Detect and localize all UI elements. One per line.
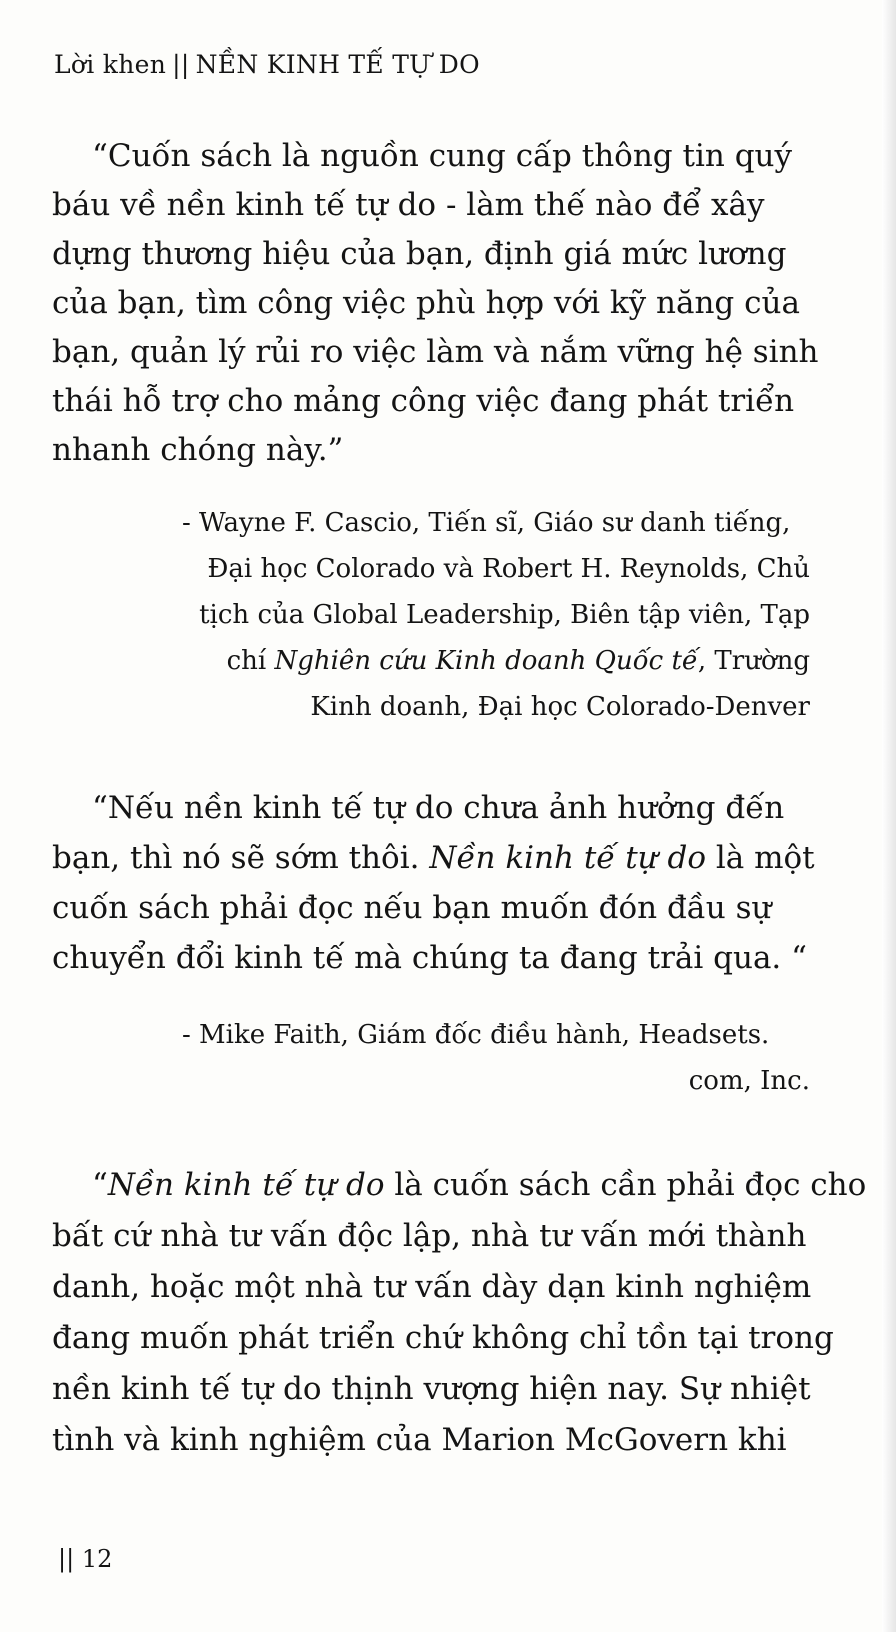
attribution-line xyxy=(170,638,810,684)
quote-text: “ xyxy=(92,1167,108,1203)
attribution-line: - Wayne F. Cascio, Tiến sĩ, Giáo sư danh tiếng, xyxy=(182,508,791,538)
quote-text: là một xyxy=(706,840,815,876)
attribution-line: Kinh doanh, Đại học Colorado-Denver xyxy=(310,692,810,722)
quote-2-attribution xyxy=(170,1012,810,1104)
page-edge xyxy=(882,0,896,1632)
quote-3-line xyxy=(52,1160,867,1211)
running-head-section: Lời khen xyxy=(54,50,167,79)
quote-1-attribution xyxy=(170,500,810,730)
attribution-line: com, Inc. xyxy=(688,1066,810,1096)
book-title-italic: Nền kinh tế tự do xyxy=(429,840,706,876)
quote-1-line: bạn, quản lý rủi ro việc làm và nắm vững hệ sinh xyxy=(52,334,819,370)
quote-3 xyxy=(52,1160,867,1466)
quote-3-line: bất cứ nhà tư vấn độc lập, nhà tư vấn mới thành xyxy=(52,1218,807,1254)
quote-1-line: thái hỗ trợ cho mảng công việc đang phát triển xyxy=(52,383,795,419)
quote-3-line: tình và kinh nghiệm của Marion McGovern khi xyxy=(52,1422,787,1458)
quote-1-line: nhanh chóng này.” xyxy=(52,432,344,468)
attribution-line: Đại học Colorado và Robert H. Reynolds, Chủ xyxy=(207,554,810,584)
quote-2-line xyxy=(52,833,815,883)
quote-1-line: dựng thương hiệu của bạn, định giá mức lương xyxy=(52,236,787,272)
book-title-italic: Nền kinh tế tự do xyxy=(107,1167,385,1203)
quote-text: là cuốn sách cần phải đọc cho xyxy=(384,1167,867,1203)
quote-1 xyxy=(52,132,819,475)
attribution-line: tịch của Global Leadership, Biên tập viên, Tạp xyxy=(199,600,810,630)
journal-title: Nghiên cứu Kinh doanh Quốc tế xyxy=(274,646,698,676)
quote-1-line: của bạn, tìm công việc phù hợp với kỹ năng của xyxy=(52,285,800,321)
quote-3-line: đang muốn phát triển chứ không chỉ tồn tại trong xyxy=(52,1320,834,1356)
page-number: 12 xyxy=(81,1545,113,1573)
running-head-separator: || xyxy=(172,50,190,79)
page-folio xyxy=(58,1545,112,1573)
quote-1-line: báu về nền kinh tế tự do - làm thế nào để xây xyxy=(52,187,765,223)
folio-separator: || xyxy=(58,1545,75,1573)
running-head xyxy=(54,50,480,79)
running-head-book-title: NỀN KINH TẾ TỰ DO xyxy=(195,50,480,79)
quote-2-line: “Nếu nền kinh tế tự do chưa ảnh hưởng đến xyxy=(92,790,785,826)
quote-2-line: chuyển đổi kinh tế mà chúng ta đang trải qua. “ xyxy=(52,940,807,976)
quote-text: bạn, thì nó sẽ sớm thôi. xyxy=(52,840,430,876)
quote-2-line: cuốn sách phải đọc nếu bạn muốn đón đầu sự xyxy=(52,890,772,926)
attribution-text: chí xyxy=(226,646,275,676)
attribution-text: , Trường xyxy=(697,646,810,676)
attribution-line: - Mike Faith, Giám đốc điều hành, Headsets. xyxy=(182,1020,770,1050)
quote-3-line: danh, hoặc một nhà tư vấn dày dạn kinh nghiệm xyxy=(52,1269,812,1305)
quote-3-line: nền kinh tế tự do thịnh vượng hiện nay. Sự nhiệt xyxy=(52,1371,811,1407)
quote-2 xyxy=(52,783,815,983)
quote-1-line: “Cuốn sách là nguồn cung cấp thông tin quý xyxy=(92,138,793,174)
